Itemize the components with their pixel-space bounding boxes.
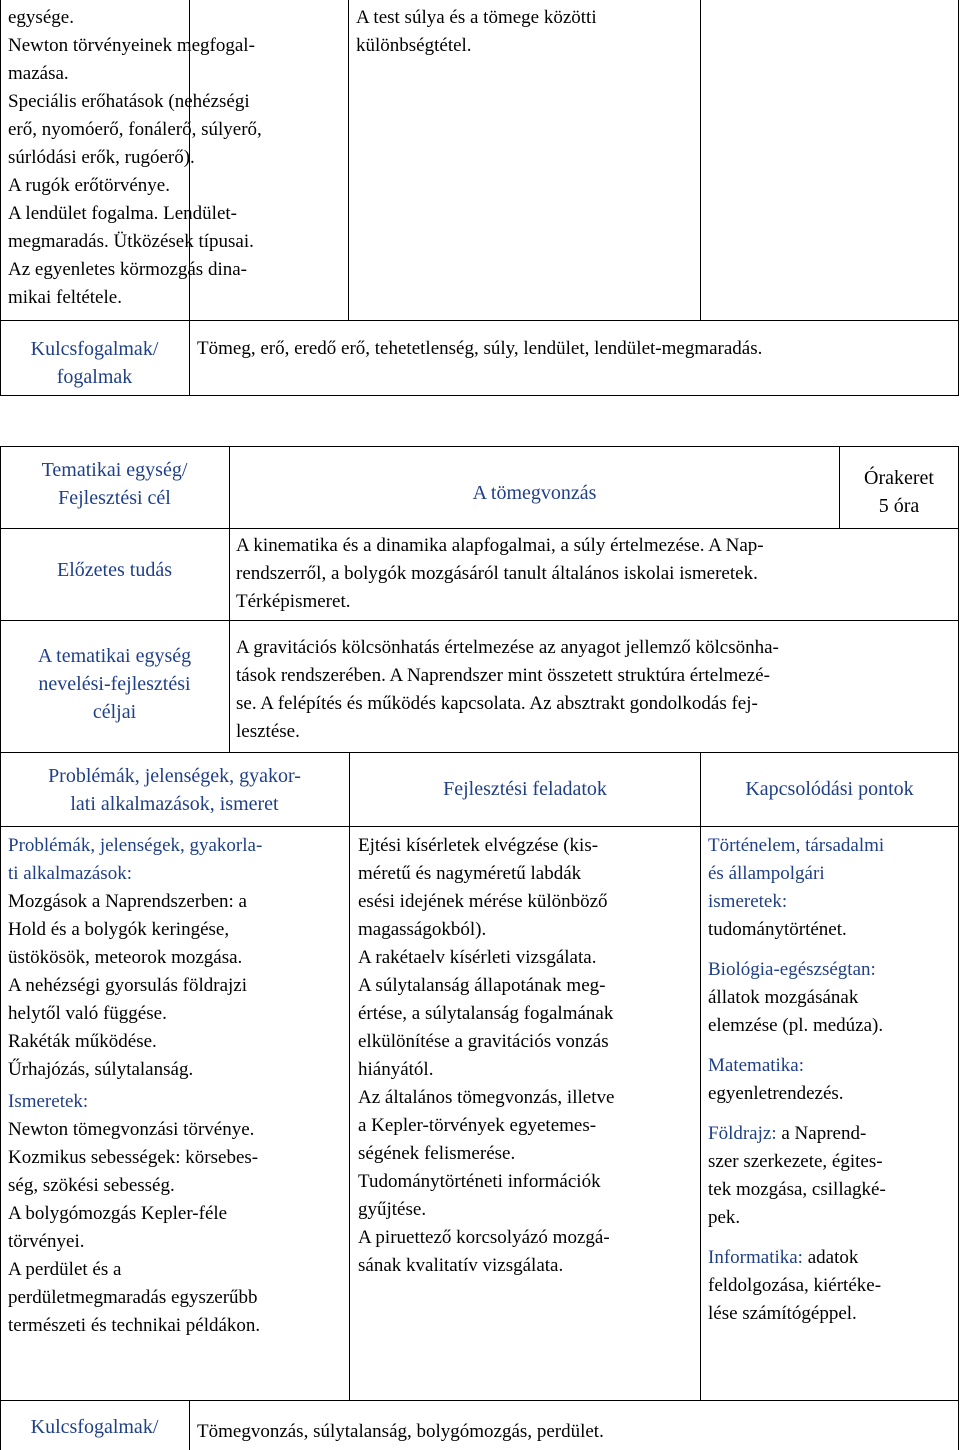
content-line: a Kepler-törvények egyetemes- (358, 1115, 597, 1136)
content-line: Tudománytörténeti információk (358, 1171, 601, 1192)
border-row-4 (0, 826, 959, 827)
content-line: ségének felismerése. (358, 1143, 516, 1164)
content-line: Az egyenletes körmozgás dina- (8, 259, 247, 280)
elozetes-tudas-content (236, 532, 764, 616)
content-line: egysége. (8, 7, 74, 28)
content-line: A test súlya és a tömege közötti (356, 7, 597, 28)
table-top-border-row (0, 320, 959, 321)
content-line: Kozmikus sebességek: körsebes- (8, 1147, 259, 1168)
content-line: A kinematika és a dinamika alapfogalmai, a súly értelmezése. A Nap- (236, 535, 764, 556)
connection-label-tortenelem: ismeretek: (708, 891, 788, 912)
content-line: Űrhajózás, súlytalanság. (8, 1059, 194, 1080)
border-top (0, 446, 959, 447)
orakeret-cell (840, 464, 958, 520)
problems-content (8, 832, 262, 1340)
border-right (958, 446, 959, 1450)
label-line: A tematikai egység (37, 645, 192, 667)
content-line: elkülönítése a gravitációs vonzás (358, 1031, 609, 1052)
orakeret-value: 5 óra (878, 495, 920, 517)
content-line: Ejtési kísérletek elvégzése (kis- (358, 835, 599, 856)
content-line: helytől való függése. (8, 1003, 167, 1024)
table-top-border-kulcs-v (189, 320, 190, 395)
topic-title: A tömegvonzás (472, 482, 597, 504)
problems-intro: ti alkalmazások: (8, 863, 132, 884)
kulcsfogalmak-label-bottom: Kulcsfogalmak/ (30, 1416, 159, 1438)
content-line: Newton törvényeinek megfogal- (8, 35, 255, 56)
label-line: nevelési-fejlesztési (38, 673, 191, 695)
label-line: Tematikai egység/ (41, 459, 188, 481)
celjai-label (0, 642, 229, 726)
content-line: lesztése. (236, 721, 300, 742)
content-line: törvényei. (8, 1231, 85, 1252)
top-middle-content (356, 4, 597, 60)
content-line: A gravitációs kölcsönhatás értelmezése az anyagot jellemző kölcsönha- (236, 637, 779, 658)
tasks-content (358, 832, 614, 1280)
content-line: ség, szökési sebesség. (8, 1175, 175, 1196)
content-line: A perdület és a (8, 1259, 122, 1280)
content-line: A piruettező korcsolyázó mozgá- (358, 1227, 610, 1248)
table-top-border-mid2 (348, 0, 349, 320)
content-line: magasságokból). (358, 919, 487, 940)
content-line: megmaradás. Ütközések típusai. (8, 231, 254, 252)
content-line: Newton tömegvonzási törvénye. (8, 1119, 255, 1140)
content-line: Mozgások a Naprendszerben: a (8, 891, 247, 912)
content-line: Rakéták működése. (8, 1031, 157, 1052)
border-row-3 (0, 752, 959, 753)
content-line: természeti és technikai példákon. (8, 1315, 261, 1336)
content-line: erő, nyomóerő, fonálerő, súlyerő, (8, 119, 262, 140)
table-top-border-mid3 (700, 0, 701, 320)
col-header-tasks: Fejlesztési feladatok (443, 778, 607, 800)
label-line: Kulcsfogalmak/ (30, 338, 159, 360)
content-line: tek mozgása, csillagké- (708, 1179, 886, 1200)
content-line: mazása. (8, 63, 69, 84)
border-left (0, 446, 1, 1450)
kulcsfogalmak-text-bottom: Tömegvonzás, súlytalanság, bolygómozgás, perdület. (197, 1421, 604, 1442)
border-row-5 (0, 1400, 959, 1401)
label-line: lati alkalmazások, ismeret (70, 793, 279, 815)
connections-content (708, 832, 886, 1328)
content-line: Hold és a bolygók keringése, (8, 919, 230, 940)
content-line: A súlytalanság állapotának meg- (358, 975, 606, 996)
content-line: különbségtétel. (356, 35, 472, 56)
connection-label-informatika: Informatika: (708, 1247, 803, 1268)
content-line: lése számítógéppel. (708, 1303, 857, 1324)
content-line: A rugók erőtörvénye. (8, 175, 170, 196)
top-left-content (8, 4, 262, 312)
connection-label-tortenelem: Történelem, társadalmi (708, 835, 885, 856)
label-line: Problémák, jelenségek, gyakor- (48, 765, 301, 787)
content-line: szer szerkezete, égites- (708, 1151, 883, 1172)
celjai-content (236, 634, 779, 746)
content-line: Térképismeret. (236, 591, 351, 612)
border-row-1 (0, 528, 959, 529)
content-line: hiányától. (358, 1059, 434, 1080)
content-line: feldolgozása, kiértéke- (708, 1275, 882, 1296)
content-line: Speciális erőhatások (nehézségi (8, 91, 250, 112)
content-line: A bolygómozgás Kepler-féle (8, 1203, 228, 1224)
label-line: fogalmak (56, 366, 133, 388)
connection-label-matematika: Matematika: (708, 1055, 805, 1076)
content-line: mikai feltétele. (8, 287, 122, 308)
content-line: tások rendszerében. A Naprendszer mint összetett struktúra értelmezé- (236, 665, 770, 686)
content-line: súrlódási erők, rugóerő). (8, 147, 195, 168)
border-col-b (700, 752, 701, 1400)
connection-foldrajz-first (708, 1120, 886, 1148)
tematikai-egyseg-label (0, 456, 229, 512)
content-line: üstökösök, meteorok mozgása. (8, 947, 243, 968)
content-line: méretű és nagyméretű labdák (358, 863, 582, 884)
content-line: tudománytörténet. (708, 919, 847, 940)
connection-label-foldrajz: Földrajz: (708, 1123, 777, 1144)
content-line: gyűjtése. (358, 1199, 427, 1220)
table-top-border-right (958, 0, 959, 395)
problems-intro: Problémák, jelenségek, gyakorla- (8, 835, 263, 856)
content-line: perdületmegmaradás egyszerűbb (8, 1287, 258, 1308)
col-header-problems (0, 762, 349, 818)
ismeretek-label: Ismeretek: (8, 1091, 89, 1112)
border-row-2 (0, 620, 959, 621)
orakeret-label: Órakeret (864, 467, 934, 489)
content-line: egyenletrendezés. (708, 1083, 844, 1104)
content-line: sának kvalitatív vizsgálata. (358, 1255, 564, 1276)
content-line: értése, a súlytalanság fogalmának (358, 1003, 614, 1024)
content-line: A rakétaelv kísérleti vizsgálata. (358, 947, 597, 968)
connection-label-biologia: Biológia-egészségtan: (708, 959, 876, 980)
label-line: Fejlesztési cél (58, 487, 171, 509)
content-fragment: adatok (802, 1247, 859, 1268)
content-line: esési idejének mérése különböző (358, 891, 608, 912)
border-col-a (349, 752, 350, 1400)
content-line: állatok mozgásának (708, 987, 859, 1008)
content-line: se. A felépítés és működés kapcsolata. Az absztrakt gondolkodás fej- (236, 693, 758, 714)
elozetes-tudas-label: Előzetes tudás (57, 559, 172, 581)
content-line: elemzése (pl. medúza). (708, 1015, 884, 1036)
table-top-border-bottom (0, 395, 959, 396)
kulcsfogalmak-label-top (0, 335, 189, 391)
kulcsfogalmak-text-top: Tömeg, erő, eredő erő, tehetetlenség, súly, lendület, lendület-megmaradás. (197, 338, 763, 359)
content-line: Az általános tömegvonzás, illetve (358, 1087, 615, 1108)
connection-label-tortenelem: és állampolgári (708, 863, 825, 884)
border-kulcs-bottom (189, 1400, 190, 1450)
content-fragment: a Naprend- (776, 1123, 867, 1144)
label-line: céljai (92, 701, 137, 723)
content-line: rendszerről, a bolygók mozgásáról tanult általános iskolai ismeretek. (236, 563, 758, 584)
content-line: A lendület fogalma. Lendület- (8, 203, 237, 224)
col-header-connections: Kapcsolódási pontok (745, 778, 914, 800)
connection-informatika-first (708, 1244, 886, 1272)
content-line: A nehézségi gyorsulás földrajzi (8, 975, 248, 996)
content-line: pek. (708, 1207, 741, 1228)
